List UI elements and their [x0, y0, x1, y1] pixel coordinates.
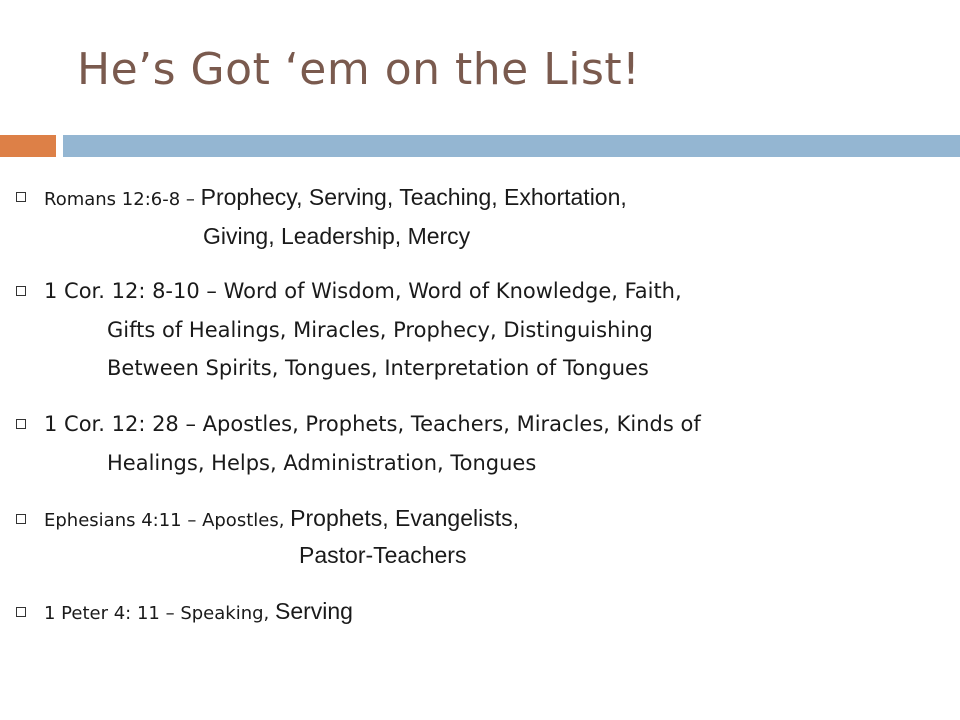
- accent-bar-orange: [0, 135, 56, 157]
- scripture-reference: Ephesians 4:11 –: [44, 510, 203, 531]
- gift-text-continued: Healings, Helps, Administration, Tongues: [107, 451, 537, 475]
- scripture-reference: 1 Cor. 12: 28 –: [44, 412, 203, 436]
- scripture-reference: 1 Peter 4: 11 –: [44, 603, 181, 624]
- gift-text-continued: Pastor-Teachers: [299, 542, 467, 568]
- gift-text: Prophets, Evangelists,: [290, 505, 519, 531]
- scripture-reference: 1 Cor. 12: 8-10 –: [44, 279, 224, 303]
- square-bullet-icon: [16, 192, 26, 202]
- accent-bar-blue: [63, 135, 960, 157]
- gift-text-continued: Gifts of Healings, Miracles, Prophecy, Distinguishing: [107, 318, 653, 342]
- square-bullet-icon: [16, 607, 26, 617]
- gift-text: Prophecy, Serving, Teaching, Exhortation,: [200, 184, 627, 210]
- list-item-line: [44, 505, 519, 534]
- square-bullet-icon: [16, 514, 26, 524]
- square-bullet-icon: [16, 419, 26, 429]
- gift-text: Word of Wisdom, Word of Knowledge, Faith,: [223, 279, 682, 303]
- gift-text-continued: Giving, Leadership, Mercy: [203, 223, 471, 249]
- gift-text: Speaking,: [180, 603, 275, 624]
- list-item-line: [44, 184, 627, 213]
- list-item-line: [44, 278, 682, 304]
- gift-text: Apostles,: [202, 510, 291, 531]
- gift-text: Serving: [274, 598, 353, 624]
- square-bullet-icon: [16, 286, 26, 296]
- gift-text-continued: Between Spirits, Tongues, Interpretation of Tongues: [107, 356, 649, 380]
- list-item-line: [44, 411, 701, 437]
- scripture-reference: Romans 12:6-8 –: [44, 189, 201, 210]
- slide-title: He’s Got ‘em on the List!: [77, 44, 641, 95]
- list-item-line: [44, 598, 353, 627]
- gift-text: Apostles, Prophets, Teachers, Miracles, Kinds of: [202, 412, 701, 436]
